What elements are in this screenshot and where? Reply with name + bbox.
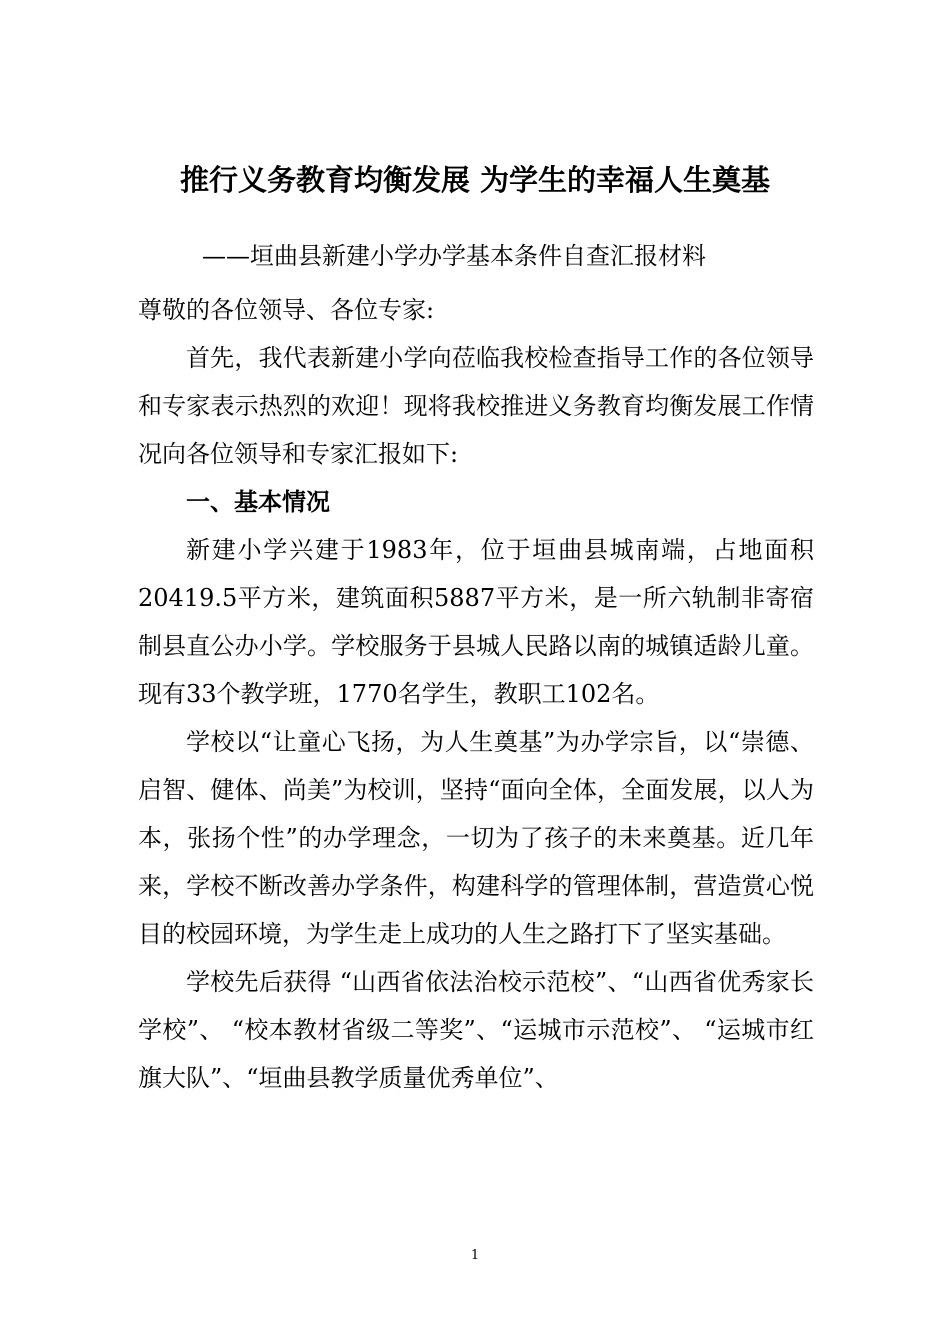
document-title: 推行义务教育均衡发展 为学生的幸福人生奠基 xyxy=(179,163,771,197)
philosophy-paragraph: 学校以“让童心飞扬，为人生奠基”为办学宗旨，以“崇德、启智、健体、尚美”为校训，坚持“面向全体，全面发展，以人为本，张扬个性”的办学理念，一切为了孩子的未来奠基。近几年来，学校不断改善办学条件，构建科学的管理体制，营造赏心悦目的校园环境，为学生走上成功的人生之路打下了坚实基础。 xyxy=(138,728,814,948)
basic-info-paragraph: 新建小学兴建于1983年，位于垣曲县城南端，占地面积20419.5平方米，建筑面积5887平方米，是一所六轨制非寄宿制县直公办小学。学校服务于县城人民路以南的城镇适龄儿童。现有33个教学班，1770名学生，教职工102名。 xyxy=(138,536,814,708)
page-number: 1 xyxy=(470,1248,480,1263)
honors-paragraph: 学校先后获得 “山西省依法治校示范校”、“山西省优秀家长学校”、 “校本教材省级二等奖”、“运城市示范校”、 “运城市红旗大队”、“垣曲县教学质量优秀单位”、 xyxy=(138,968,814,1092)
salutation: 尊敬的各位领导、各位专家: xyxy=(138,296,435,324)
intro-paragraph: 首先，我代表新建小学向莅临我校检查指导工作的各位领导和专家表示热烈的欢迎！现将我校推进义务教育均衡发展工作情况向各位领导和专家汇报如下: xyxy=(138,344,814,468)
document-body xyxy=(138,286,814,1102)
section-heading: 一、基本情况 xyxy=(186,488,330,516)
document-subtitle: ——垣曲县新建小学办学基本条件自查汇报材料 xyxy=(202,242,706,270)
